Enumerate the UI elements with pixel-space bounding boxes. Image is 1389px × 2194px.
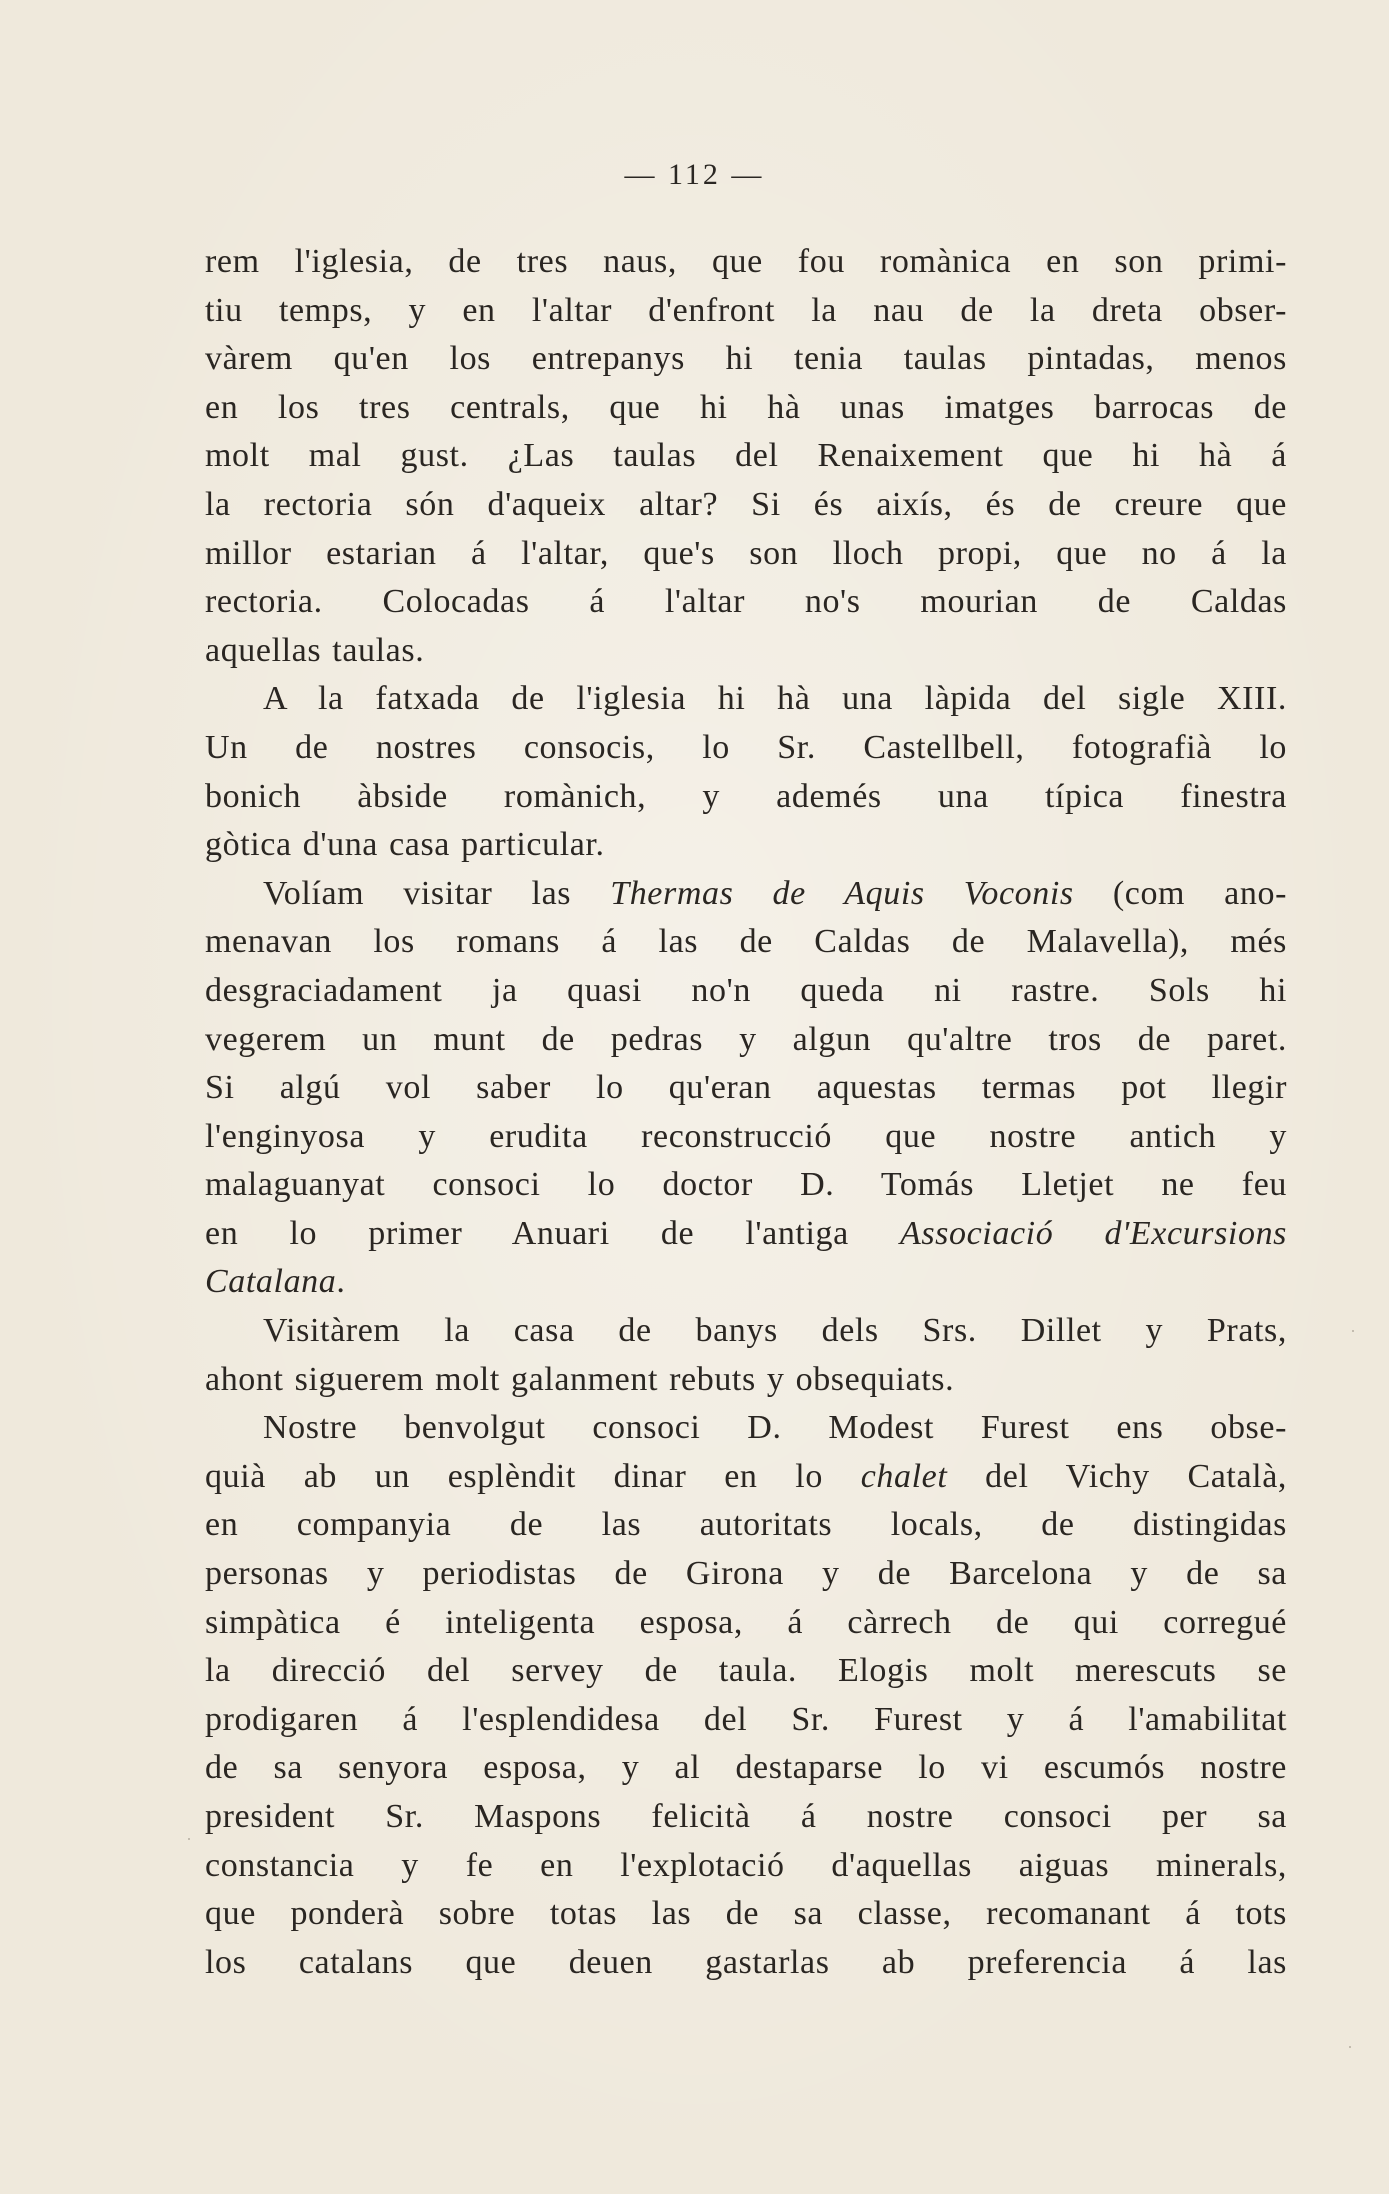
text-run: menavan los romans á las de Caldas de Malavella), més	[205, 923, 1287, 961]
text-run: Un de nostres consocis, lo Sr. Castellbell, fotografià lo	[205, 728, 1287, 766]
text-line	[205, 1599, 1287, 1648]
text-run: aquellas taulas.	[205, 631, 425, 669]
text-line	[205, 1453, 1287, 1502]
text-line	[205, 773, 1287, 822]
text-run: que ponderà sobre totas las de sa classe, recomanant á tots	[205, 1895, 1287, 1933]
text-line	[205, 1696, 1287, 1745]
italic-text: Catalana	[205, 1263, 337, 1301]
text-run: molt mal gust. ¿Las taulas del Renaixement que hi hà á	[205, 437, 1287, 475]
text-run: bonich àbside romànich, y ademés una típica finestra	[205, 777, 1287, 815]
text-run: vegerem un munt de pedras y algun qu'altre tros de paret.	[205, 1020, 1287, 1058]
text-run: gòtica d'una casa particular.	[205, 826, 605, 864]
italic-text: Associació d'Excursions	[899, 1214, 1288, 1252]
text-run: Si algú vol saber lo qu'eran aquestas termas pot llegir	[205, 1069, 1287, 1107]
text-line	[205, 1744, 1287, 1793]
text-line	[205, 1258, 1287, 1307]
text-line	[205, 1404, 1287, 1453]
text-run: quià ab un esplèndit dinar en lo	[205, 1457, 861, 1495]
text-line	[205, 724, 1287, 773]
text-line	[205, 1113, 1287, 1162]
text-line	[205, 1890, 1287, 1939]
text-run: president Sr. Maspons felicità á nostre consoci per sa	[205, 1798, 1287, 1835]
text-line	[205, 967, 1287, 1016]
text-run: malaguanyat consoci lo doctor D. Tomás Lletjet ne feu	[205, 1166, 1287, 1204]
text-line	[205, 821, 1287, 870]
text-line	[205, 1501, 1287, 1550]
text-run: l'enginyosa y erudita reconstrucció que nostre antich y	[205, 1117, 1287, 1155]
page-number: — 112 —	[624, 158, 765, 191]
paper-speck	[1349, 2046, 1351, 2048]
text-run: millor estarian á l'altar, que's son lloch propi, que no á la	[205, 534, 1287, 572]
text-run: del Vichy Català,	[947, 1457, 1287, 1495]
text-line	[205, 238, 1287, 287]
text-run: constancia y fe en l'explotació d'aquellas aiguas minerals,	[205, 1846, 1287, 1884]
text-line	[205, 1161, 1287, 1210]
text-line	[205, 432, 1287, 481]
text-line	[205, 335, 1287, 384]
text-line	[205, 287, 1287, 336]
text-run: vàrem qu'en los entrepanys hi tenia taulas pintadas, menos	[205, 340, 1287, 378]
text-line	[205, 578, 1287, 627]
text-line	[205, 1550, 1287, 1599]
text-run: prodigaren á l'esplendidesa del Sr. Furest y á l'amabilitat	[205, 1700, 1287, 1738]
text-run: ahont siguerem molt galanment rebuts y obsequiats.	[205, 1360, 955, 1398]
text-run: A la fatxada de l'iglesia hi hà una làpida del sigle XIII.	[263, 680, 1287, 718]
italic-text: Thermas de Aquis Voconis	[610, 874, 1074, 912]
body-text	[205, 238, 1287, 1987]
text-run: la rectoria són d'aqueix altar? Si és aixís, és de creure que	[205, 485, 1287, 523]
text-line	[205, 918, 1287, 967]
italic-text: chalet	[860, 1457, 948, 1495]
text-run: la direcció del servey de taula. Elogis molt merescuts se	[205, 1652, 1287, 1690]
text-run: rem l'iglesia, de tres naus, que fou romànica en son primi-	[205, 243, 1287, 280]
text-line	[205, 627, 1287, 676]
text-line	[205, 1307, 1287, 1356]
text-line	[205, 1356, 1287, 1405]
text-run: (com ano-	[1073, 874, 1287, 912]
text-run: Volíam visitar las	[263, 874, 611, 912]
text-line	[205, 1016, 1287, 1065]
text-line	[205, 530, 1287, 579]
text-run: en companyia de las autoritats locals, de distingidas	[205, 1506, 1287, 1544]
text-line	[205, 384, 1287, 433]
paper-speck	[188, 1838, 190, 1840]
text-run: en lo primer Anuari de l'antiga	[205, 1214, 900, 1252]
text-run: Nostre benvolgut consoci D. Modest Furest ens obse-	[263, 1409, 1287, 1447]
text-line	[205, 1939, 1287, 1988]
text-run: simpàtica é inteligenta esposa, á càrrech de qui corregué	[205, 1603, 1287, 1641]
paper-speck	[1352, 1330, 1354, 1332]
text-run: en los tres centrals, que hi hà unas imatges barrocas de	[205, 388, 1287, 426]
text-run: .	[336, 1263, 346, 1301]
text-run: rectoria. Colocadas á l'altar no's mourian de Caldas	[205, 583, 1287, 621]
text-run: Visitàrem la casa de banys dels Srs. Dillet y Prats,	[263, 1312, 1287, 1350]
text-line	[205, 1210, 1287, 1259]
text-run: de sa senyora esposa, y al destaparse lo vi escumós nostre	[205, 1749, 1287, 1787]
text-run: los catalans que deuen gastarlas ab preferencia á las	[205, 1943, 1287, 1981]
text-run: tiu temps, y en l'altar d'enfront la nau de la dreta obser-	[205, 291, 1287, 329]
text-line	[205, 481, 1287, 530]
text-line	[205, 1647, 1287, 1696]
text-line	[205, 870, 1287, 919]
text-line	[205, 1064, 1287, 1113]
text-line	[205, 1793, 1287, 1842]
text-line	[205, 675, 1287, 724]
text-run: personas y periodistas de Girona y de Barcelona y de sa	[205, 1555, 1287, 1593]
text-line	[205, 1842, 1287, 1891]
text-run: desgraciadament ja quasi no'n queda ni rastre. Sols hi	[205, 971, 1287, 1009]
